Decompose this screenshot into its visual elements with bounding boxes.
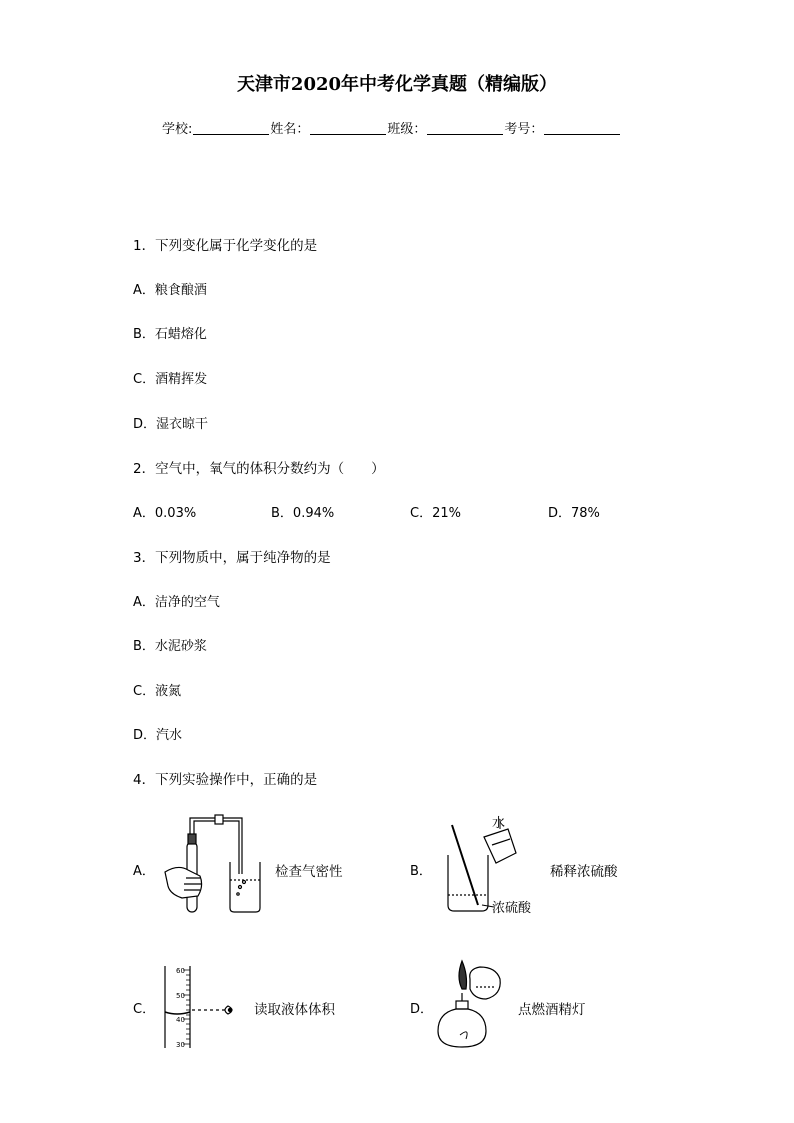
glass-rod — [452, 825, 478, 905]
q2-option-a[interactable]: A．0.03% — [133, 506, 197, 521]
page-title: 天津市2020年中考化学真题（精编版） — [236, 74, 558, 95]
hand — [165, 867, 202, 898]
q4-option-c-letter[interactable]: C． — [133, 1002, 156, 1017]
beaker-acid — [448, 855, 488, 911]
name-blank[interactable] — [310, 121, 386, 135]
q3-option-b[interactable]: B．水泥砂浆 — [133, 639, 207, 654]
graduated-cylinder — [165, 966, 190, 1048]
stopper — [188, 834, 196, 844]
pouring-beaker — [484, 829, 516, 863]
q2-option-d[interactable]: D．78% — [548, 506, 600, 521]
exam-no-label: 考号： — [504, 122, 544, 137]
lower-lamp — [438, 1009, 486, 1047]
scale-label-30: 30 — [176, 1041, 185, 1049]
q1-option-a[interactable]: A．粮食酿酒 — [133, 283, 207, 298]
cylinder-reading-illustration — [160, 962, 250, 1052]
scale-label-60: 60 — [176, 967, 185, 975]
beaker — [230, 862, 260, 912]
q4-option-a-letter[interactable]: A． — [133, 864, 155, 879]
scale-label-50: 50 — [176, 992, 185, 1000]
question-1-stem: 1．下列变化属于化学变化的是 — [133, 238, 318, 254]
flame-icon — [459, 961, 467, 989]
q4-option-b-letter[interactable]: B． — [410, 864, 432, 879]
question-4-stem: 4．下列实验操作中，正确的是 — [133, 772, 318, 788]
q4-option-a-caption: 检查气密性 — [275, 864, 343, 880]
q4-option-d-caption: 点燃酒精灯 — [518, 1002, 586, 1018]
exam-no-blank[interactable] — [544, 121, 620, 135]
school-label: 学校: — [162, 122, 193, 137]
q3-option-a[interactable]: A．洁净的空气 — [133, 595, 220, 610]
q3-option-d[interactable]: D．汽水 — [133, 728, 183, 743]
q2-option-b[interactable]: B．0.94% — [271, 506, 335, 521]
dilute-acid-illustration — [440, 815, 540, 920]
lamp-wick-holder — [456, 1001, 468, 1009]
question-3-stem: 3．下列物质中，属于纯净物的是 — [133, 550, 331, 566]
airtightness-check-illustration — [160, 812, 270, 917]
question-2-stem: 2．空气中，氧气的体积分数约为（ ） — [133, 461, 385, 477]
school-blank[interactable] — [193, 121, 269, 135]
q1-option-c[interactable]: C．酒精挥发 — [133, 372, 208, 387]
label-water: 水 — [492, 816, 506, 831]
meniscus — [165, 1012, 190, 1014]
upper-lamp — [470, 967, 501, 999]
q1-option-d[interactable]: D．湿衣晾干 — [133, 417, 209, 432]
q4-option-c-caption: 读取液体体积 — [254, 1002, 335, 1018]
delivery-tube — [190, 818, 242, 874]
q2-option-c[interactable]: C．21% — [410, 506, 461, 521]
q4-option-b-caption: 稀释浓硫酸 — [550, 864, 618, 880]
class-label: 班级： — [387, 122, 427, 137]
name-label: 姓名： — [270, 122, 310, 137]
scale-label-40: 40 — [176, 1016, 185, 1024]
student-info-line — [162, 118, 621, 137]
class-blank[interactable] — [427, 121, 503, 135]
q3-option-c[interactable]: C．液氮 — [133, 684, 182, 699]
q4-option-d-letter[interactable]: D． — [410, 1002, 434, 1017]
alcohol-lamp-illustration — [430, 955, 515, 1055]
q1-option-b[interactable]: B．石蜡熔化 — [133, 327, 207, 342]
label-acid: 浓硫酸 — [492, 901, 532, 916]
